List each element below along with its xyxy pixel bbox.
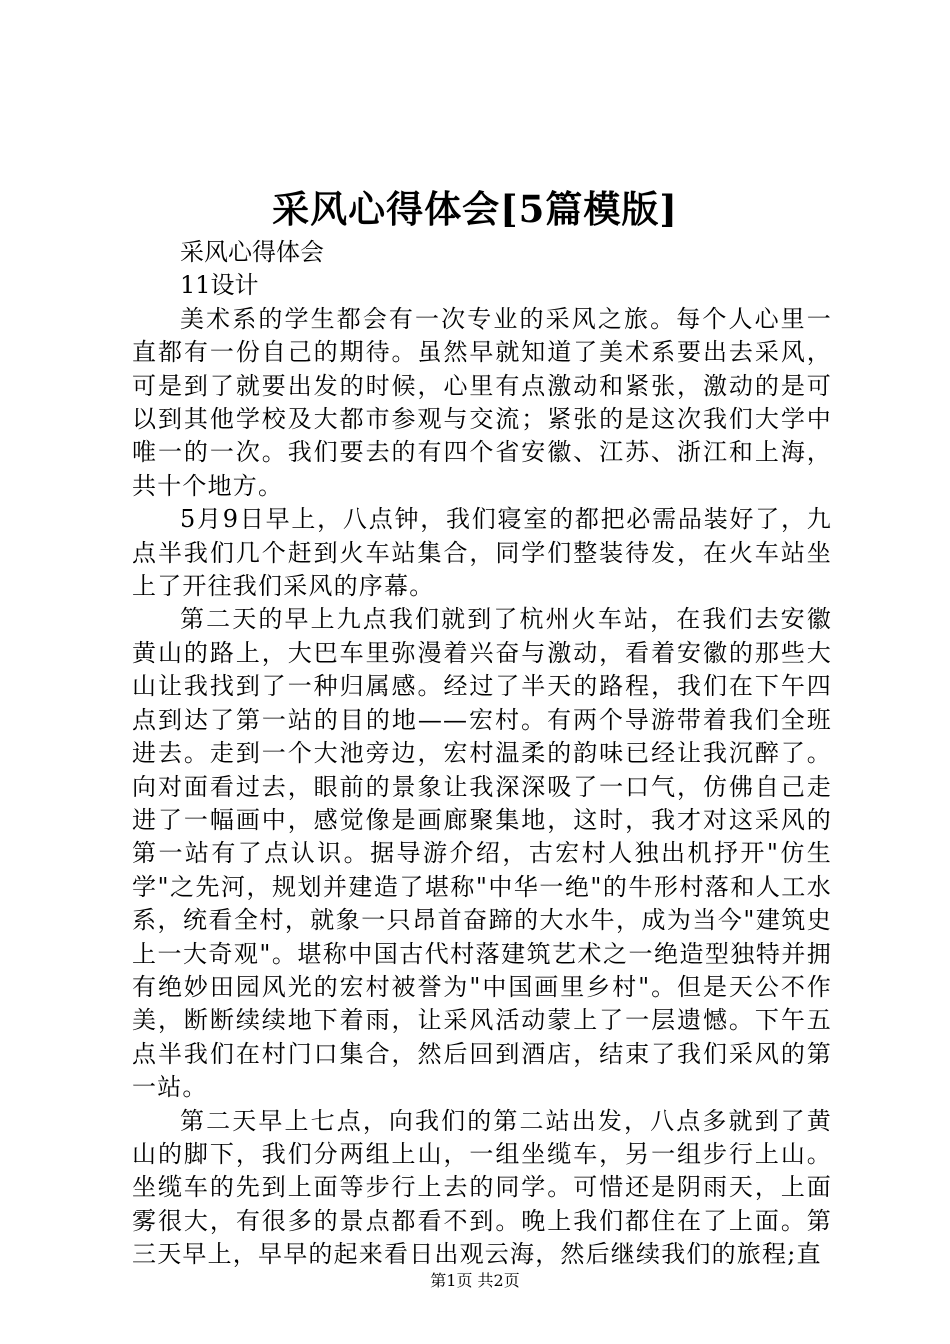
document-subtitle: 采风心得体会	[180, 238, 324, 266]
paragraph: 5月9日早上，八点钟，我们寝室的都把必需品装好了，九点半我们几个赶到火车站集合，同学们整装待发，在火车站坐上了开往我们采风的序幕。	[132, 505, 832, 601]
document-title: 采风心得体会[5篇模版]	[272, 187, 678, 231]
document-body	[132, 236, 832, 1272]
paragraph: 第二天的早上九点我们就到了杭州火车站，在我们去安徽黄山的路上，大巴车里弥漫着兴奋与激动，看着安徽的那些大山让我找到了一种归属感。经过了半天的路程，我们在下午四点到达了第一站的目的地——宏村。有两个导游带着我们全班进去。走到一个大池旁边，宏村温柔的韵味已经让我沉醉了。向对面看过去，眼前的景象让我深深吸了一口气，仿佛自己走进了一幅画中，感觉像是画廊聚集地，这时，我才对这采风的第一站有了点认识。据导游介绍，古宏村人独出机抒开"仿生学"之先河，规划并建造了堪称"中华一绝"的牛形村落和人工水系，统看全村，就象一只昂首奋蹄的大水牛，成为当今"建筑史上一大奇观"。堪称中国古代村落建筑艺术之一绝造型独特并拥有绝妙田园风光的宏村被誉为"中国画里乡村"。但是天公不作美，断断续续地下着雨，让采风活动蒙上了一层遗憾。下午五点半我们在村门口集合，然后回到酒店，结束了我们采风的第一站。	[132, 605, 832, 1102]
paragraph: 第二天早上七点，向我们的第二站出发，八点多就到了黄山的脚下，我们分两组上山，一组坐缆车，另一组步行上山。坐缆车的先到上面等步行上去的同学。可惜还是阴雨天，上面雾很大，有很多的景点都看不到。晚上我们都住在了上面。第三天早上，早早的起来看日出观云海，然后继续我们的旅程;直	[132, 1106, 832, 1269]
paragraph: 美术系的学生都会有一次专业的采风之旅。每个人心里一直都有一份自己的期待。虽然早就知道了美术系要出去采风，可是到了就要出发的时候，心里有点激动和紧张，激动的是可以到其他学校及大都市参观与交流；紧张的是这次我们大学中唯一的一次。我们要去的有四个省安徽、江苏、浙江和上海，共十个地方。	[132, 304, 832, 500]
page-footer: 第1页 共2页	[430, 1271, 520, 1290]
author-line: 11设计	[180, 271, 259, 300]
